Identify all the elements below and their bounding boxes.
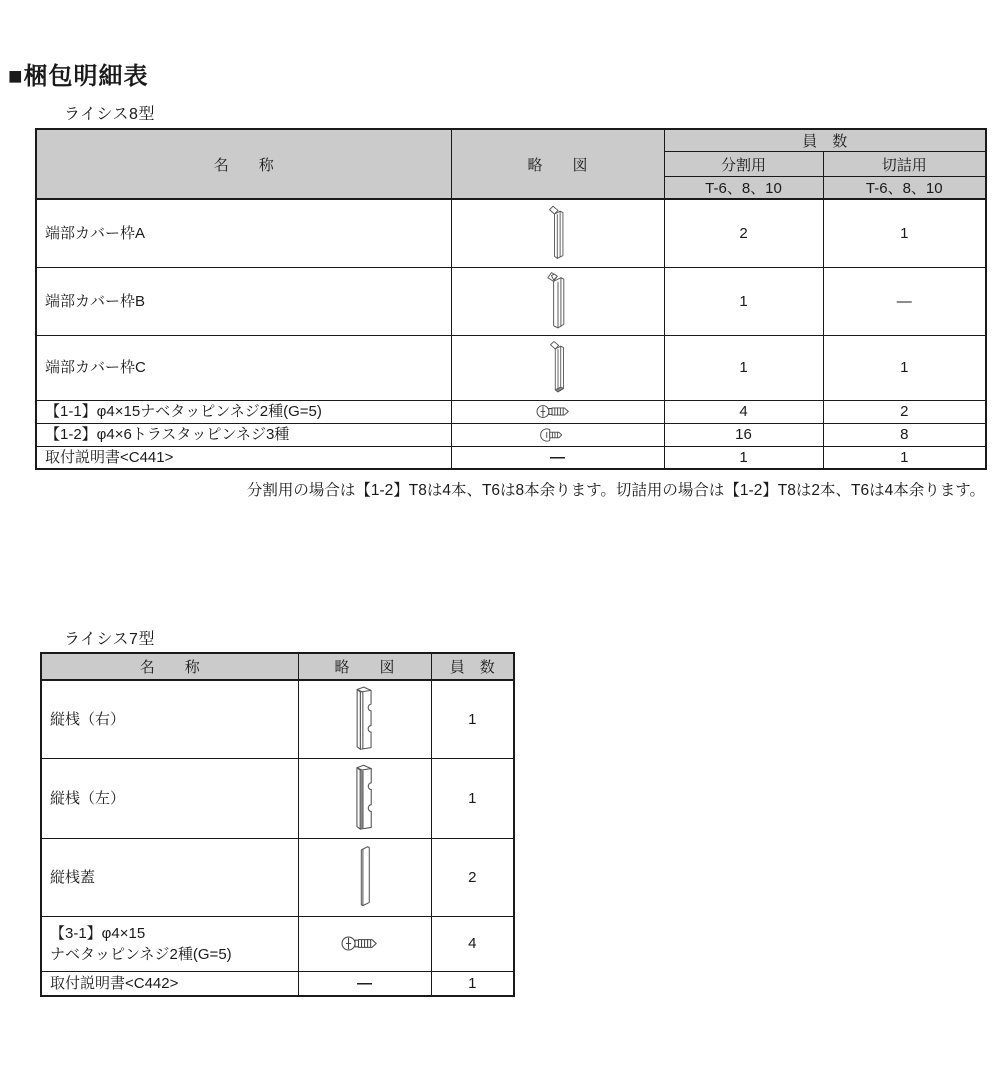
qty: 2 — [431, 838, 514, 916]
table-row-rail-right — [41, 680, 514, 758]
col-header-qty: 員 数 — [431, 653, 514, 680]
part-name: 端部カバー枠B — [36, 267, 451, 335]
vertical-rail-left-sketch — [298, 758, 431, 838]
col-header-name: 名 称 — [36, 129, 451, 199]
packing-table-type7 — [40, 652, 515, 997]
profile-frame-a-sketch — [451, 199, 664, 267]
qty: 1 — [431, 758, 514, 838]
part-name-line2: ナベタッピンネジ2種(G=5) — [50, 945, 232, 963]
qty-split: 2 — [664, 199, 823, 267]
col-header-qty: 員 数 — [664, 129, 986, 152]
col-header-name: 名 称 — [41, 653, 298, 680]
part-name: 取付説明書<C441> — [36, 446, 451, 469]
profile-frame-b-sketch — [451, 267, 664, 335]
truss-screw-icon — [451, 423, 664, 446]
qty: 4 — [431, 916, 514, 971]
table-row-rail-left — [41, 758, 514, 838]
no-sketch-dash: — — [298, 971, 431, 996]
col-header-sketch: 略 図 — [451, 129, 664, 199]
part-name: 取付説明書<C442> — [41, 971, 298, 996]
section-marker-icon: ■ — [8, 63, 24, 90]
qty: 1 — [431, 971, 514, 996]
qty-cut: 1 — [823, 199, 986, 267]
col-header-cut: 切詰用 — [823, 152, 986, 177]
table-row-manual-c442 — [41, 971, 514, 996]
qty-cut: — — [823, 267, 986, 335]
table2-caption: ライシス7型 — [64, 631, 155, 648]
qty-cut: 1 — [823, 446, 986, 469]
table-row-end-cover-c — [36, 335, 986, 400]
table-row-manual-c441 — [36, 446, 986, 469]
table-row-pan-screw — [36, 400, 986, 423]
part-name — [41, 916, 298, 971]
qty-split: 1 — [664, 335, 823, 400]
col-header-split: 分割用 — [664, 152, 823, 177]
qty: 1 — [431, 680, 514, 758]
part-name-line1: 【3-1】φ4×15 — [50, 924, 146, 942]
part-name: 端部カバー枠A — [36, 199, 451, 267]
qty-split: 1 — [664, 446, 823, 469]
col-subheader-split-type: T-6、8、10 — [664, 177, 823, 200]
header-row — [41, 653, 514, 680]
col-subheader-cut-type: T-6、8、10 — [823, 177, 986, 200]
table-row-end-cover-a — [36, 199, 986, 267]
part-name: 【1-2】φ4×6トラスタッピンネジ3種 — [36, 423, 451, 446]
page-title-text: 梱包明細表 — [23, 63, 149, 90]
table-row-rail-cover — [41, 838, 514, 916]
vertical-rail-cover-sketch — [298, 838, 431, 916]
table1-caption: ライシス8型 — [64, 106, 155, 123]
table-row-truss-screw — [36, 423, 986, 446]
part-name: 端部カバー枠C — [36, 335, 451, 400]
part-name: 【1-1】φ4×15ナベタッピンネジ2種(G=5) — [36, 400, 451, 423]
qty-split: 16 — [664, 423, 823, 446]
qty-cut: 1 — [823, 335, 986, 400]
qty-cut: 2 — [823, 400, 986, 423]
vertical-rail-right-sketch — [298, 680, 431, 758]
profile-frame-c-sketch — [451, 335, 664, 400]
table1-footnote: 分割用の場合は【1-2】T8は4本、T6は8本余ります。切詰用の場合は【1-2】T8は2本、T6は4本余ります。 — [246, 482, 985, 499]
page-title — [8, 56, 149, 91]
qty-cut: 8 — [823, 423, 986, 446]
table-row-end-cover-b — [36, 267, 986, 335]
pan-screw-icon — [451, 400, 664, 423]
pan-screw-icon — [298, 916, 431, 971]
header-row-1 — [36, 129, 986, 152]
part-name: 縦桟（右） — [41, 680, 298, 758]
packing-table-type8 — [35, 128, 987, 470]
table-row-pan-screw — [41, 916, 514, 971]
no-sketch-dash: — — [451, 446, 664, 469]
qty-split: 1 — [664, 267, 823, 335]
part-name: 縦桟蓋 — [41, 838, 298, 916]
qty-split: 4 — [664, 400, 823, 423]
col-header-sketch: 略 図 — [298, 653, 431, 680]
part-name: 縦桟（左） — [41, 758, 298, 838]
